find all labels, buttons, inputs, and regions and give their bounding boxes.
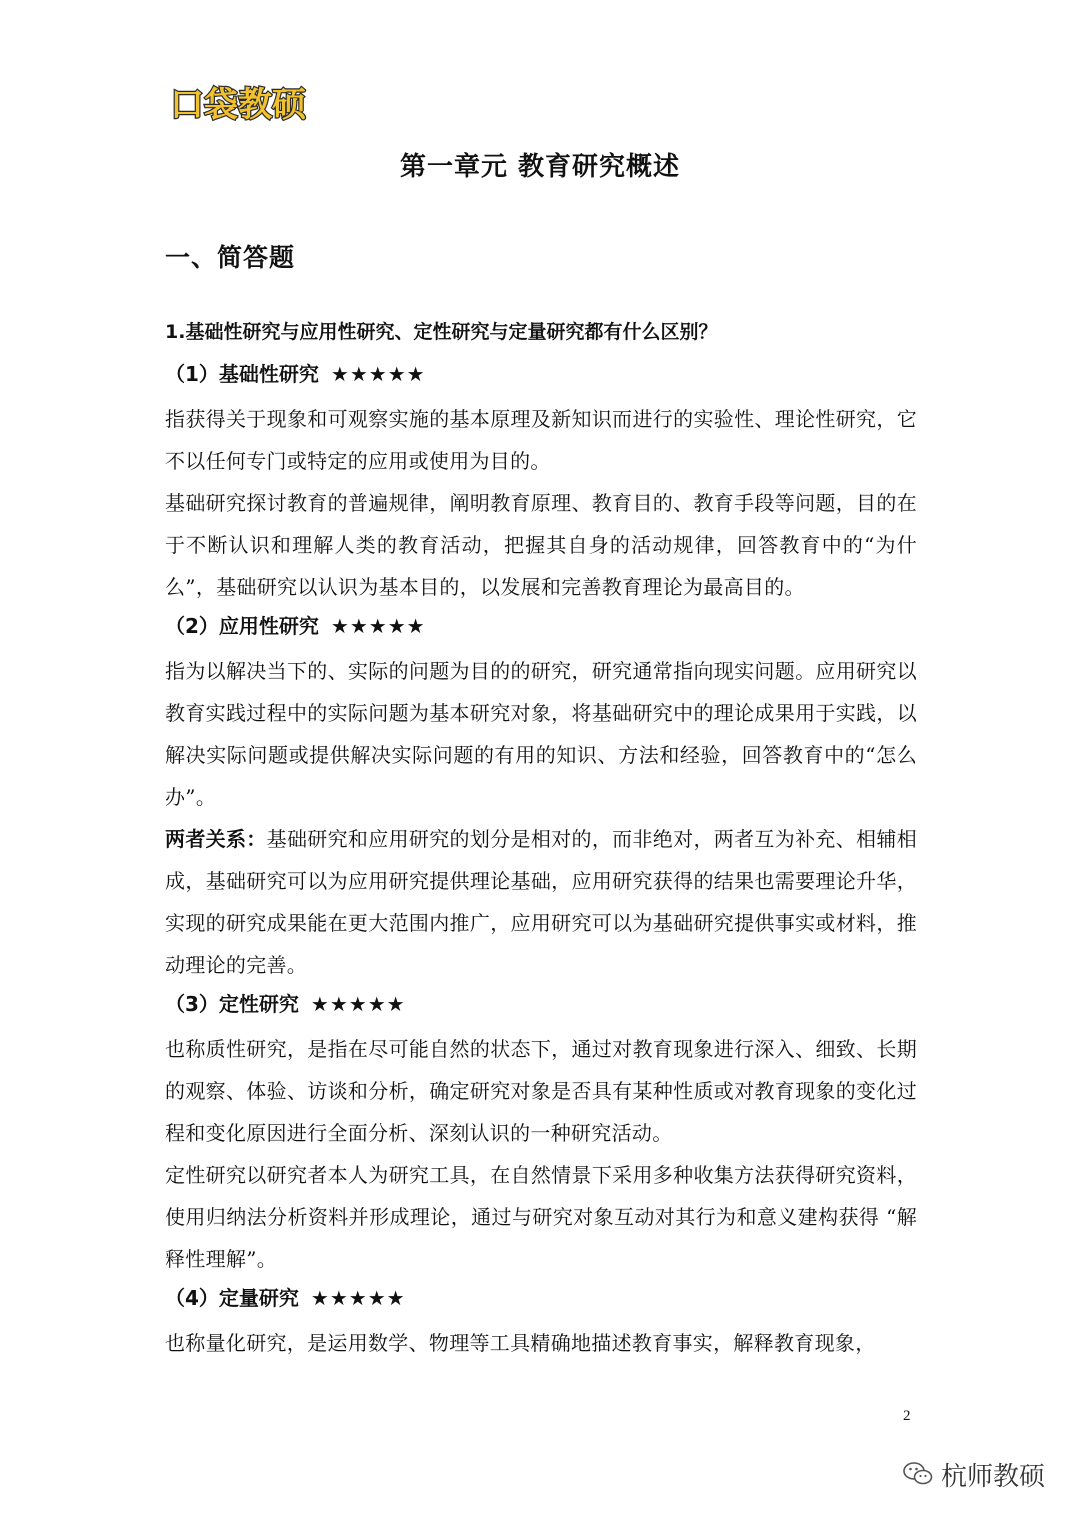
chapter-title: 第一章元 教育研究概述 (399, 152, 681, 182)
paragraph: 也称量化研究，是运用数学、物理等工具精确地描述教育事实，解释教育现象， (165, 1331, 876, 1355)
subheading-qualitative-research (165, 986, 917, 1022)
relation-label: 两者关系： (165, 827, 267, 851)
subheading-applied-research (165, 608, 917, 644)
section-title: 一、简答题 (165, 243, 296, 272)
paragraph: 指获得关于现象和可观察实施的基本原理及新知识而进行的实验性、理论性研究，它不以任何专门或特定的应用或使用为目的。 (165, 407, 917, 473)
subheading-quantitative-research (165, 1280, 917, 1316)
logo-text: 口袋教硕 (170, 85, 306, 125)
paragraph: 指为以解决当下的、实际的问题为目的的研究，研究通常指向现实问题。应用研究以教育实践过程中的实际问题为基本研究对象，将基础研究中的理论成果用于实践，以解决实际问题或提供解决实际问题的有用的知识、方法和经验，回答教育中的“怎么办”。 (165, 659, 917, 809)
document-body (165, 314, 917, 1364)
relation-paragraph (165, 818, 917, 986)
watermark-text: 杭师教硕 (941, 1461, 1046, 1492)
page-number: 2 (903, 1408, 911, 1424)
subheading-label: （3）定性研究 (165, 992, 299, 1016)
star-rating: ★★★★★ (310, 992, 406, 1016)
star-rating: ★★★★★ (330, 614, 426, 638)
paragraph: 也称质性研究，是指在尽可能自然的状态下，通过对教育现象进行深入、细致、长期的观察、体验、访谈和分析，确定研究对象是否具有某种性质或对教育现象的变化过程和变化原因进行全面分析、深刻认识的一种研究活动。 (165, 1037, 917, 1145)
subheading-basic-research (165, 356, 917, 392)
star-rating: ★★★★★ (310, 1286, 406, 1310)
watermark (903, 1454, 1045, 1494)
logo-graphic (168, 78, 328, 128)
relation-text: 基础研究和应用研究的划分是相对的，而非绝对，两者互为补充、相辅相成，基础研究可以为应用研究提供理论基础，应用研究获得的结果也需要理论升华，实现的研究成果能在更大范围内推广，应用研究可以为基础研究提供事实或材料，推动理论的完善。 (165, 827, 917, 977)
question-title: 1.基础性研究与应用性研究、定性研究与定量研究都有什么区别？ (165, 321, 718, 343)
paragraph: 基础研究探讨教育的普遍规律，阐明教育原理、教育目的、教育手段等问题，目的在于不断认识和理解人类的教育活动，把握其自身的活动规律，回答教育中的“为什么”，基础研究以认识为基本目的，以发展和完善教育理论为最高目的。 (165, 491, 917, 599)
paragraph: 定性研究以研究者本人为研究工具，在自然情景下采用多种收集方法获得研究资料，使用归纳法分析资料并形成理论，通过与研究对象互动对其行为和意义建构获得 “解释性理解”。 (165, 1163, 917, 1271)
subheading-label: （1）基础性研究 (165, 362, 319, 386)
subheading-label: （2）应用性研究 (165, 614, 319, 638)
logo (168, 78, 328, 128)
subheading-label: （4）定量研究 (165, 1286, 299, 1310)
star-rating: ★★★★★ (330, 362, 426, 386)
wechat-icon (903, 1461, 933, 1487)
